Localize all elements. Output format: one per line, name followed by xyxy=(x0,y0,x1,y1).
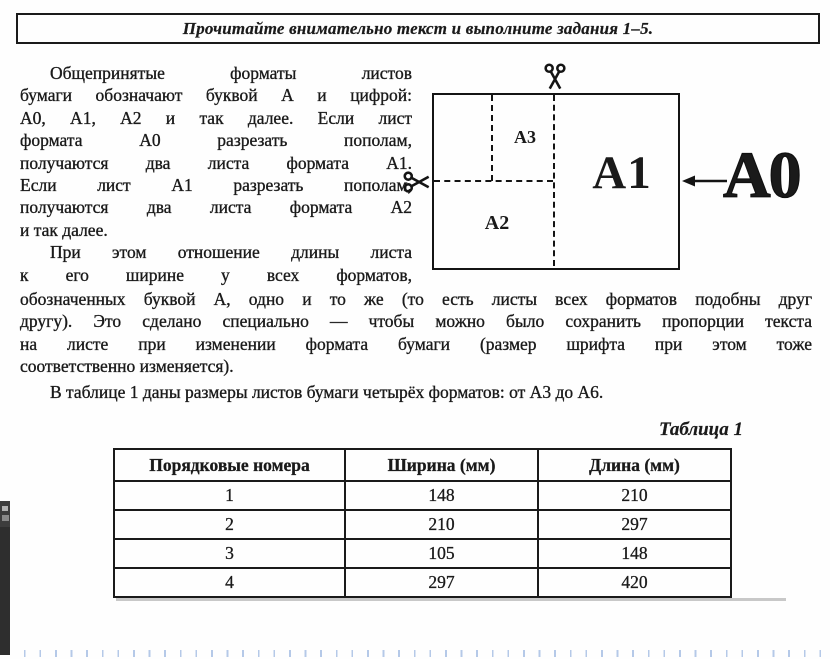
scan-artifact xyxy=(116,598,786,601)
text-line: и так далее. xyxy=(20,219,108,240)
cell-number: 1 xyxy=(114,481,345,510)
text-line: А0, А1, А2 и так далее. Если лист xyxy=(20,107,412,128)
cut-line-horizontal xyxy=(434,180,553,182)
text-line: другу). Это сделано специально — чтобы можно было сохранить пропорции текста xyxy=(20,311,812,332)
panel-collapse-icon[interactable] xyxy=(2,506,8,511)
scissors-icon xyxy=(403,170,431,194)
cell-width: 210 xyxy=(345,510,538,539)
cell-number: 3 xyxy=(114,539,345,568)
cell-number: 2 xyxy=(114,510,345,539)
text-line: бумаги обозначают буквой А и цифрой: xyxy=(20,85,412,106)
instruction-text: Прочитайте внимательно текст и выполните задания 1–5. xyxy=(182,18,654,38)
cell-number: 4 xyxy=(114,568,345,597)
table-row xyxy=(114,481,731,510)
column-header: Длина (мм) xyxy=(538,449,731,481)
label-a1: A1 xyxy=(592,147,652,199)
collapsed-side-panel[interactable] xyxy=(0,501,10,655)
panel-menu-icon[interactable] xyxy=(2,515,9,521)
cut-line-vertical xyxy=(553,95,555,266)
cell-length: 148 xyxy=(538,539,731,568)
cell-length: 210 xyxy=(538,481,731,510)
article-column-text xyxy=(20,62,412,286)
cell-width: 105 xyxy=(345,539,538,568)
side-panel-header xyxy=(0,501,10,527)
text-line: формата А0 разрезать пополам, xyxy=(20,130,412,151)
table-row xyxy=(114,510,731,539)
arrow-left-icon xyxy=(682,172,728,190)
text-line: Если лист А1 разрезать пополам, xyxy=(20,175,412,196)
paper-sizes-table xyxy=(113,448,732,598)
bottom-tick-ruler xyxy=(10,650,830,657)
column-header: Порядковые номера xyxy=(114,449,345,481)
text-line: При этом отношение длины листа xyxy=(50,242,412,263)
table-row xyxy=(114,568,731,597)
label-a0: A0 xyxy=(723,139,800,212)
label-a2: A2 xyxy=(484,212,510,234)
text-line: соответственно изменяется). xyxy=(20,356,234,377)
table-row xyxy=(114,539,731,568)
text-line: обозначенных буквой А, одно и то же (то есть листы всех форматов подобны друг xyxy=(20,289,812,309)
table-intro-text: В таблице 1 даны размеры листов бумаги четырёх форматов: от А3 до А6. xyxy=(50,382,604,402)
label-a3: A3 xyxy=(514,127,536,147)
text-line: получаются два листа формата А1. xyxy=(20,152,412,173)
text-line: к его ширине у всех форматов, xyxy=(20,264,412,285)
cell-length: 420 xyxy=(538,568,731,597)
instruction-banner xyxy=(16,13,820,44)
cell-width: 148 xyxy=(345,481,538,510)
text-line: Общепринятые форматы листов xyxy=(50,63,412,83)
cell-length: 297 xyxy=(538,510,731,539)
scissors-icon xyxy=(543,63,567,91)
article-fullwidth-text xyxy=(20,288,812,378)
cut-line-quarter xyxy=(491,95,493,181)
cell-width: 297 xyxy=(345,568,538,597)
text-line: на листе при изменении формата бумаги (размер шрифта при этом тоже xyxy=(20,333,812,354)
table-header-row xyxy=(114,449,731,481)
table-caption: Таблица 1 xyxy=(658,419,743,440)
text-line: получаются два листа формата А2 xyxy=(20,197,412,218)
column-header: Ширина (мм) xyxy=(345,449,538,481)
